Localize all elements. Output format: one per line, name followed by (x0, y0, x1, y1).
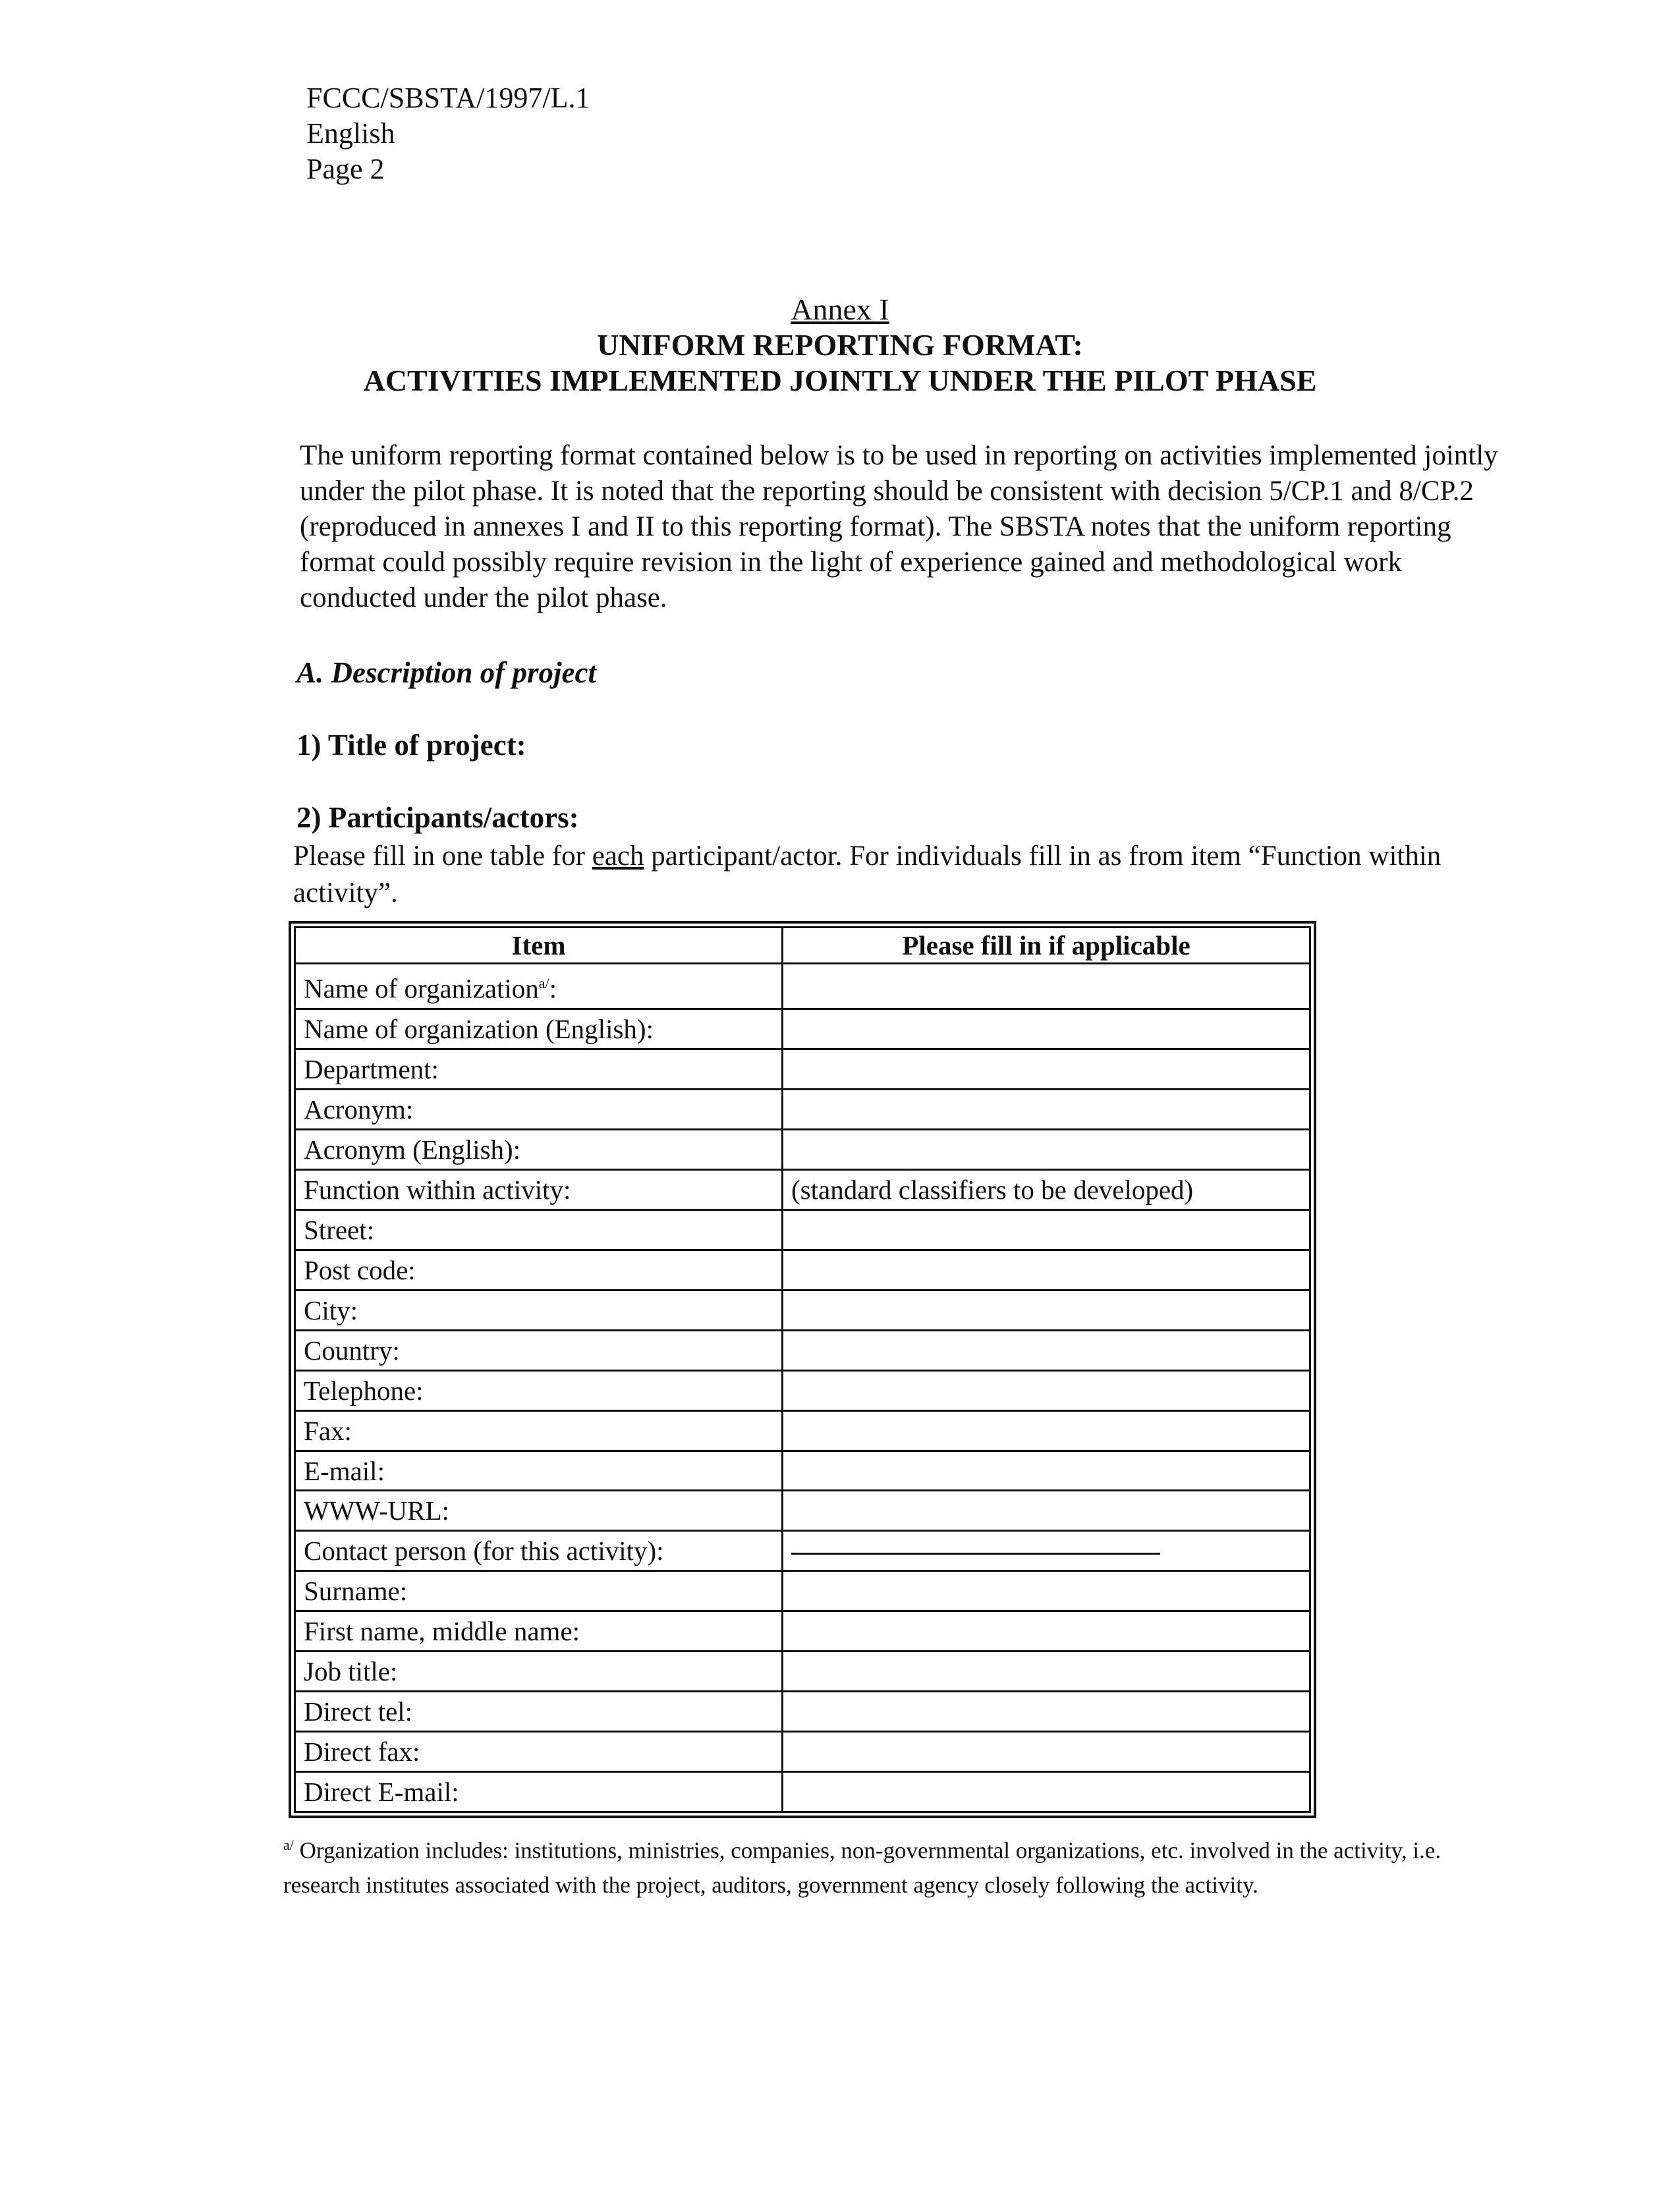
row-value-field[interactable] (783, 1049, 1310, 1090)
instructions-underlined: each (592, 841, 644, 872)
row-value-field[interactable] (783, 964, 1310, 1009)
row-item-text: Post code: (304, 1254, 416, 1285)
table-row (295, 1571, 1310, 1611)
footnote-ref-marker: a/ (538, 975, 549, 992)
row-value-field[interactable] (783, 1210, 1310, 1250)
row-item-text: Job title: (304, 1656, 398, 1687)
row-value-field[interactable] (783, 1370, 1310, 1410)
row-value-field[interactable] (783, 1451, 1310, 1491)
row-item-label (295, 1330, 783, 1370)
row-item-label (295, 1170, 783, 1210)
instructions-post: participant/actor. For individuals fill in as from item “Function within activity”. (293, 841, 1442, 908)
row-item-text: Acronym (English): (304, 1134, 521, 1165)
row-item-label (295, 1732, 783, 1772)
row-item-text: Acronym: (304, 1094, 414, 1125)
row-value-field[interactable] (783, 1009, 1310, 1049)
table-row (295, 964, 1310, 1009)
table-header-value: Please fill in if applicable (783, 928, 1310, 964)
page-number: Page 2 (306, 153, 385, 185)
row-item-text: Contact person (for this activity): (304, 1536, 664, 1567)
annex-title-line1: UNIFORM REPORTING FORMAT: (597, 328, 1083, 362)
row-value-text: (standard classifiers to be developed) (791, 1175, 1194, 1206)
footnote-text: Organization includes: institutions, ministries, companies, non-governmental organizations, etc. involved in the activity, i.e. research institutes associated with the project, auditors, government agency closely following the activity. (283, 1837, 1442, 1898)
row-item-label (295, 1611, 783, 1652)
table-row (295, 1410, 1310, 1451)
row-value-field[interactable] (783, 1330, 1310, 1370)
row-item-text: Street: (304, 1214, 375, 1245)
row-value-field[interactable] (783, 1531, 1310, 1571)
footnote-marker: a/ (283, 1837, 294, 1853)
table-header-item: Item (295, 928, 783, 964)
annex-title-line2: ACTIVITIES IMPLEMENTED JOINTLY UNDER THE PILOT PHASE (363, 364, 1317, 397)
row-item-label (295, 1410, 783, 1451)
row-item-label (295, 1049, 783, 1090)
table-row (295, 1491, 1310, 1531)
row-value-field[interactable] (783, 1290, 1310, 1330)
row-value-field[interactable] (783, 1130, 1310, 1170)
row-value-field[interactable] (783, 1090, 1310, 1130)
question-participants: 2) Participants/actors: (296, 801, 579, 834)
table-row (295, 1009, 1310, 1049)
row-value-field[interactable] (783, 1652, 1310, 1692)
document-symbol: FCCC/SBSTA/1997/L.1 (306, 82, 590, 114)
table-row (295, 1130, 1310, 1170)
row-item-text: E-mail: (304, 1455, 385, 1486)
row-item-label (295, 1009, 783, 1049)
row-item-text: Direct fax: (304, 1736, 420, 1767)
contact-person-rule (791, 1553, 1160, 1555)
table-row (295, 1090, 1310, 1130)
row-item-text: Country: (304, 1335, 400, 1366)
annex-label: Annex I (791, 292, 889, 326)
row-item-text: Fax: (304, 1415, 352, 1446)
row-item-text: Name of organization (English): (304, 1014, 654, 1045)
row-item-label (295, 1451, 783, 1491)
row-item-label (295, 964, 783, 1009)
row-value-field[interactable] (783, 1771, 1310, 1812)
row-item-label (295, 1692, 783, 1732)
question-title-of-project: 1) Title of project: (296, 729, 526, 762)
table-row (295, 1771, 1310, 1812)
row-value-field[interactable] (783, 1732, 1310, 1772)
section-a-heading: A. Description of project (296, 656, 596, 689)
table-header-row (295, 928, 1310, 964)
row-item-label (295, 1290, 783, 1330)
table-row (295, 1531, 1310, 1571)
instructions-pre: Please fill in one table for (293, 841, 592, 872)
table-row (295, 1370, 1310, 1410)
row-item-text: Function within activity: (304, 1175, 571, 1206)
row-item-text: First name, middle name: (304, 1616, 580, 1647)
row-item-label (295, 1531, 783, 1571)
table-row (295, 1170, 1310, 1210)
table-row (295, 1451, 1310, 1491)
row-item-text: City: (304, 1294, 358, 1325)
row-item-text: Telephone: (304, 1375, 424, 1406)
instructions-paragraph (293, 838, 1519, 912)
row-item-colon: : (549, 974, 557, 1005)
table-row (295, 1290, 1310, 1330)
row-value-field[interactable] (783, 1491, 1310, 1531)
row-value-field[interactable] (783, 1410, 1310, 1451)
participant-table (294, 926, 1311, 1813)
row-item-label (295, 1652, 783, 1692)
row-item-label (295, 1090, 783, 1130)
row-item-text: Department: (304, 1054, 439, 1085)
row-item-label (295, 1370, 783, 1410)
row-item-text: Direct E-mail: (304, 1776, 459, 1807)
row-item-label (295, 1491, 783, 1531)
participant-table-frame (289, 921, 1316, 1818)
row-item-text: Name of organization (304, 974, 539, 1005)
row-item-text: Direct tel: (304, 1696, 413, 1727)
document-language: English (306, 117, 395, 150)
table-body (295, 964, 1310, 1812)
table-row (295, 1210, 1310, 1250)
row-value-field[interactable] (783, 1692, 1310, 1732)
row-item-text: WWW-URL: (304, 1495, 449, 1526)
row-item-label (295, 1130, 783, 1170)
intro-paragraph: The uniform reporting format contained below is to be used in reporting on activities implemented jointly under the pilot phase. It is noted that the reporting should be consistent with decision 5/CP.1 and 8/CP.2 (reproduced in annexes I and II to this reporting format). The SBSTA notes that the uniform reporting format could possibly require revision in the light of experience gained and methodological work conducted under the pilot phase. (300, 440, 1498, 613)
footnote (283, 1828, 1502, 1902)
document-header (306, 80, 590, 187)
table-row (295, 1049, 1310, 1090)
table-row (295, 1692, 1310, 1732)
table-row (295, 1330, 1310, 1370)
row-value-field[interactable] (783, 1250, 1310, 1290)
row-value-field[interactable] (783, 1611, 1310, 1652)
table-row (295, 1732, 1310, 1772)
table-row (295, 1611, 1310, 1652)
row-value-field[interactable] (783, 1170, 1310, 1210)
row-value-field[interactable] (783, 1571, 1310, 1611)
row-item-text: Surname: (304, 1576, 408, 1607)
annex-title-block (0, 292, 1680, 399)
row-item-label (295, 1210, 783, 1250)
row-item-label (295, 1771, 783, 1812)
table-row (295, 1652, 1310, 1692)
table-row (295, 1250, 1310, 1290)
row-item-label (295, 1250, 783, 1290)
row-item-label (295, 1571, 783, 1611)
